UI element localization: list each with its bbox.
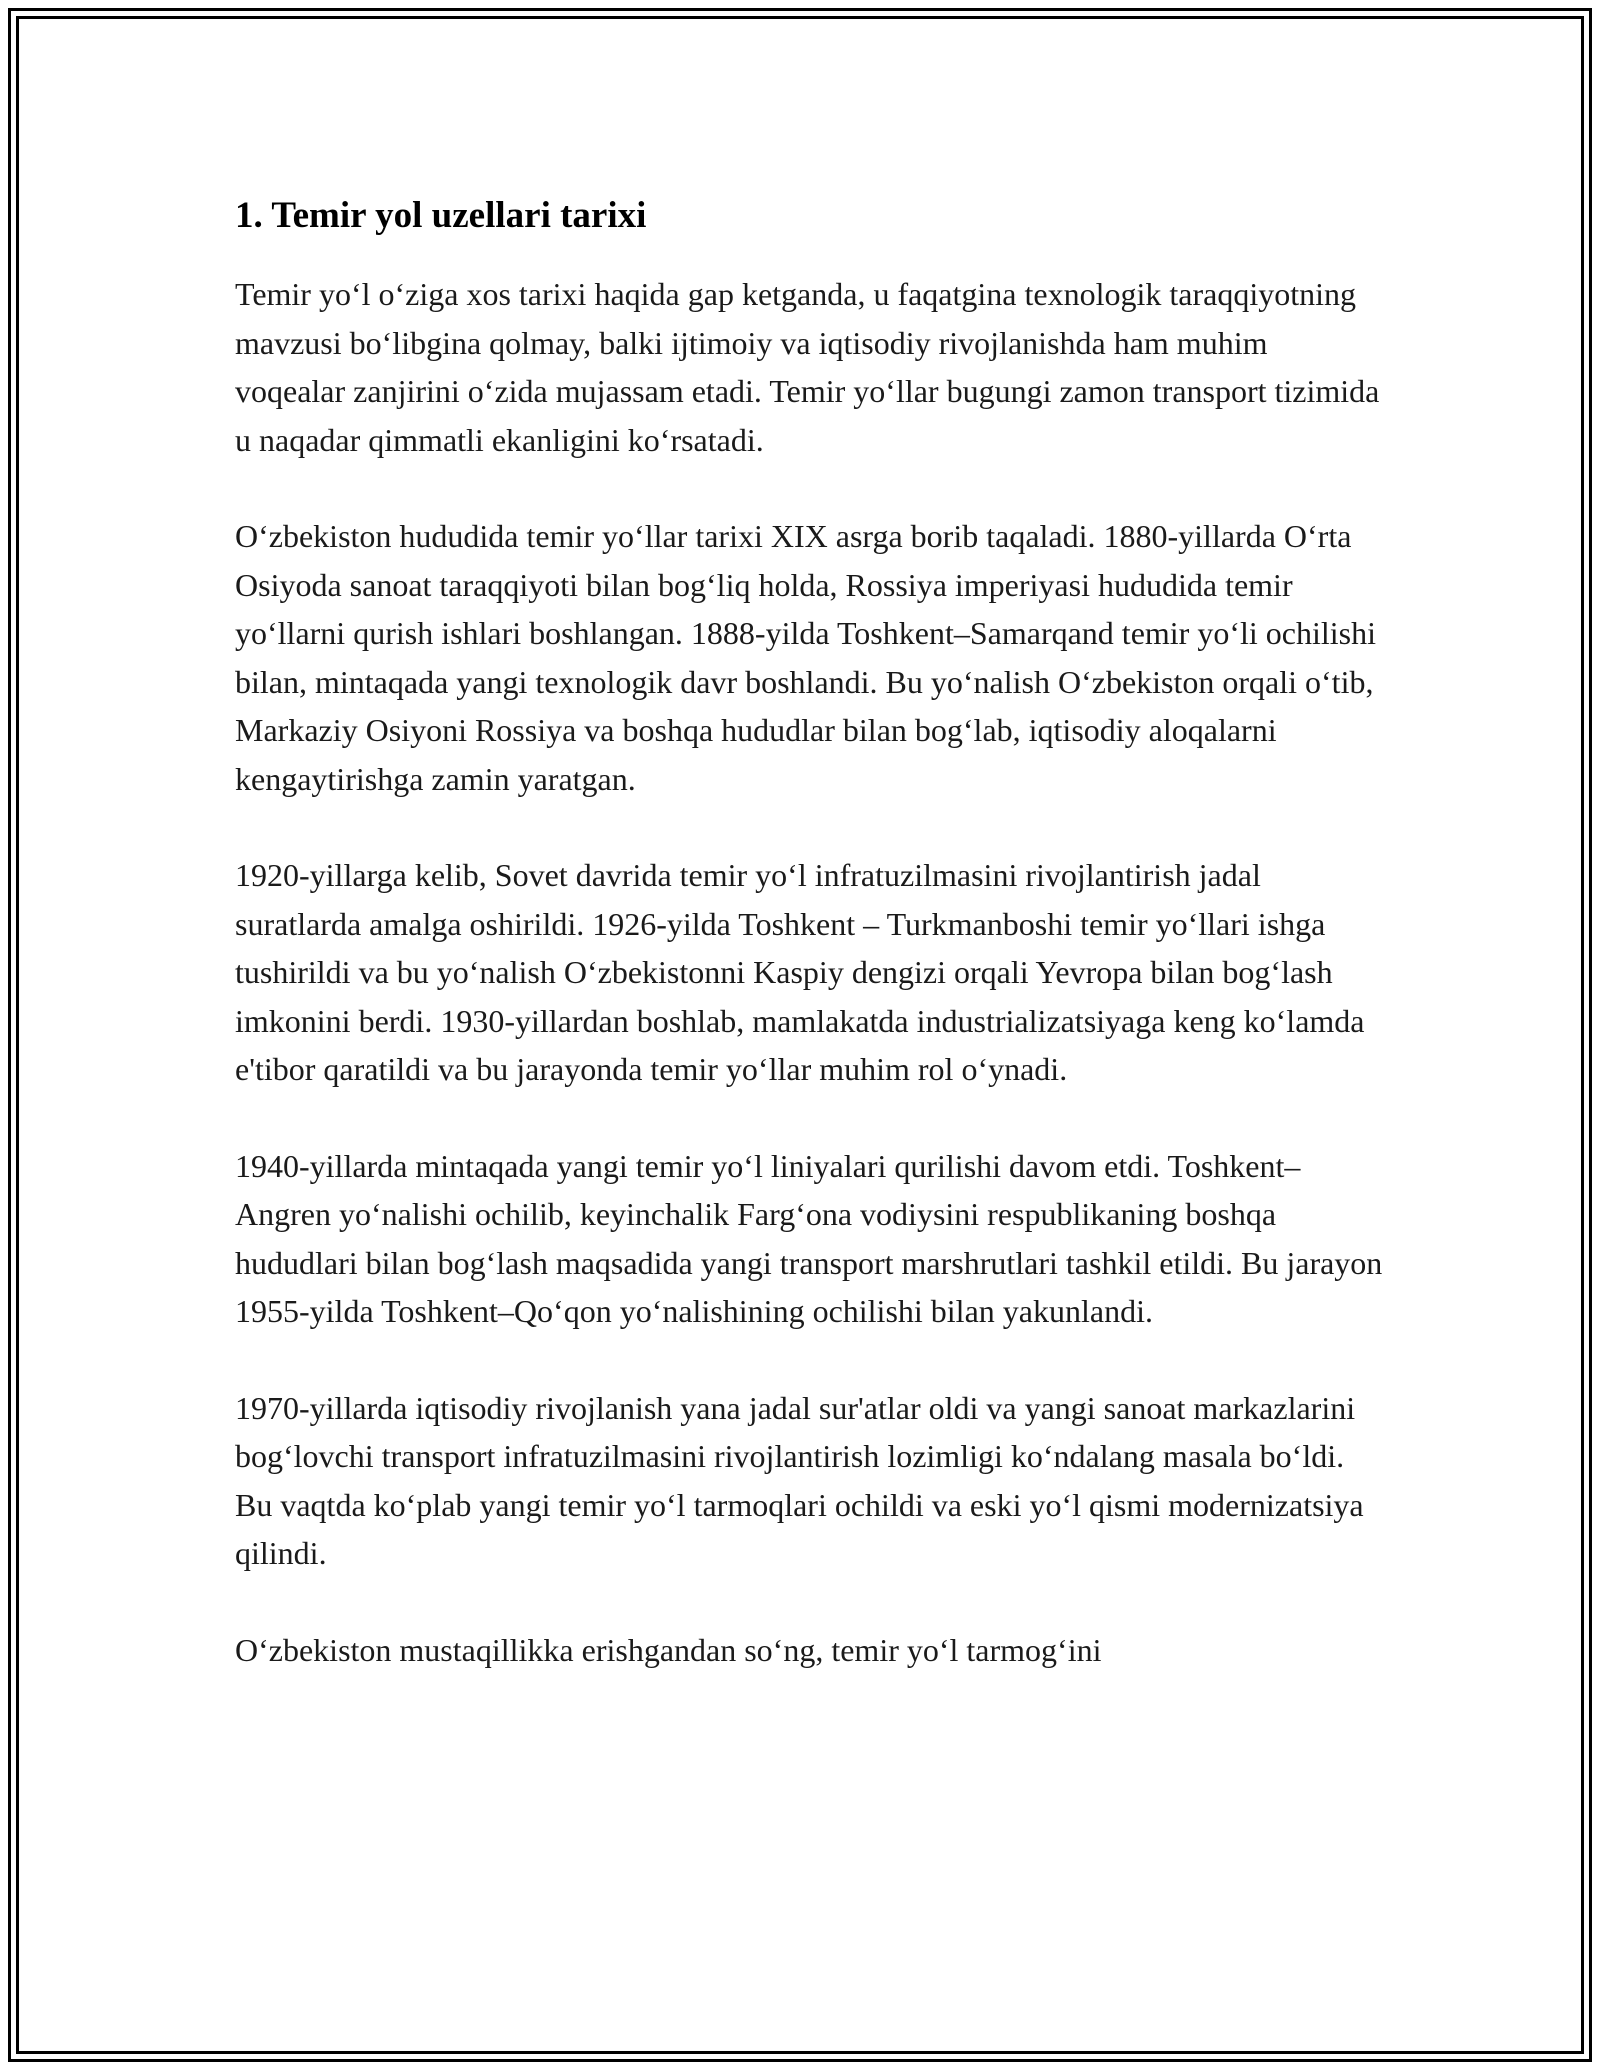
- paragraph-intro: Temir yo‘l o‘ziga xos tarixi haqida gap ketganda, u faqatgina texnologik taraqqiyotning mavzusi bo‘libgina qolmay, balki ijtimoiy va iqtisodiy rivojlanishda ham muhim voqealar zanjirini o‘zida mujassam etadi. Temir yo‘llar bugungi zamon transport tizimida u naqadar qimmatli ekanligini ko‘rsatadi.: [235, 276, 1380, 458]
- paragraph-19th-century: O‘zbekiston hududida temir yo‘llar tarixi XIX asrga borib taqaladi. 1880-yillarda O‘rta Osiyoda sanoat taraqqiyoti bilan bog‘liq holda, Rossiya imperiyasi hududida temir yo‘llarni qurish ishlari boshlangan. 1888-yilda Toshkent–Samarqand temir yo‘li ochilishi bilan, mintaqada yangi texnologik davr boshlandi. Bu yo‘nalish O‘zbekiston orqali o‘tib, Markaziy Osiyoni Rossiya va boshqa hududlar bilan bog‘lab, iqtisodiy aloqalarni kengaytirishga zamin yaratgan.: [235, 518, 1376, 797]
- section-heading: 1. Temir yol uzellari tarixi: [235, 195, 647, 236]
- paragraph-1920s: 1920-yillarga kelib, Sovet davrida temir yo‘l infratuzilmasini rivojlantirish jadal suratlarda amalga oshirildi. 1926-yilda Toshkent – Turkmanboshi temir yo‘llari ishga tushirildi va bu yo‘nalish O‘zbekistonni Kaspiy dengizi orqali Yevropa bilan bog‘lash imkonini berdi. 1930-yillardan boshlab, mamlakatda industrializatsiyaga keng ko‘lamda e'tibor qaratildi va bu jarayonda temir yo‘llar muhim rol o‘ynadi.: [235, 857, 1365, 1087]
- paragraph-1970s: 1970-yillarda iqtisodiy rivojlanish yana jadal sur'atlar oldi va yangi sanoat markazlarini bog‘lovchi transport infratuzilmasini rivojlantirish lozimligi ko‘ndalang masala bo‘ldi. Bu vaqtda ko‘plab yangi temir yo‘l tarmoqlari ochildi va eski yo‘l qismi modernizatsiya qilindi.: [235, 1389, 1364, 1571]
- paragraph-independence: O‘zbekiston mustaqillikka erishgandan so‘ng, temir yo‘l tarmog‘ini: [235, 1631, 1102, 1668]
- paragraph-1940s: 1940-yillarda mintaqada yangi temir yo‘l liniyalari qurilishi davom etdi. Toshkent–Angren yo‘nalishi ochilib, keyinchalik Farg‘ona vodiysini respublikaning boshqa hududlari bilan bog‘lash maqsadida yangi transport marshrutlari tashkil etildi. Bu jarayon 1955-yilda Toshkent–Qo‘qon yo‘nalishining ochilishi bilan yakunlandi.: [235, 1147, 1383, 1329]
- document-body: [235, 190, 1385, 1722]
